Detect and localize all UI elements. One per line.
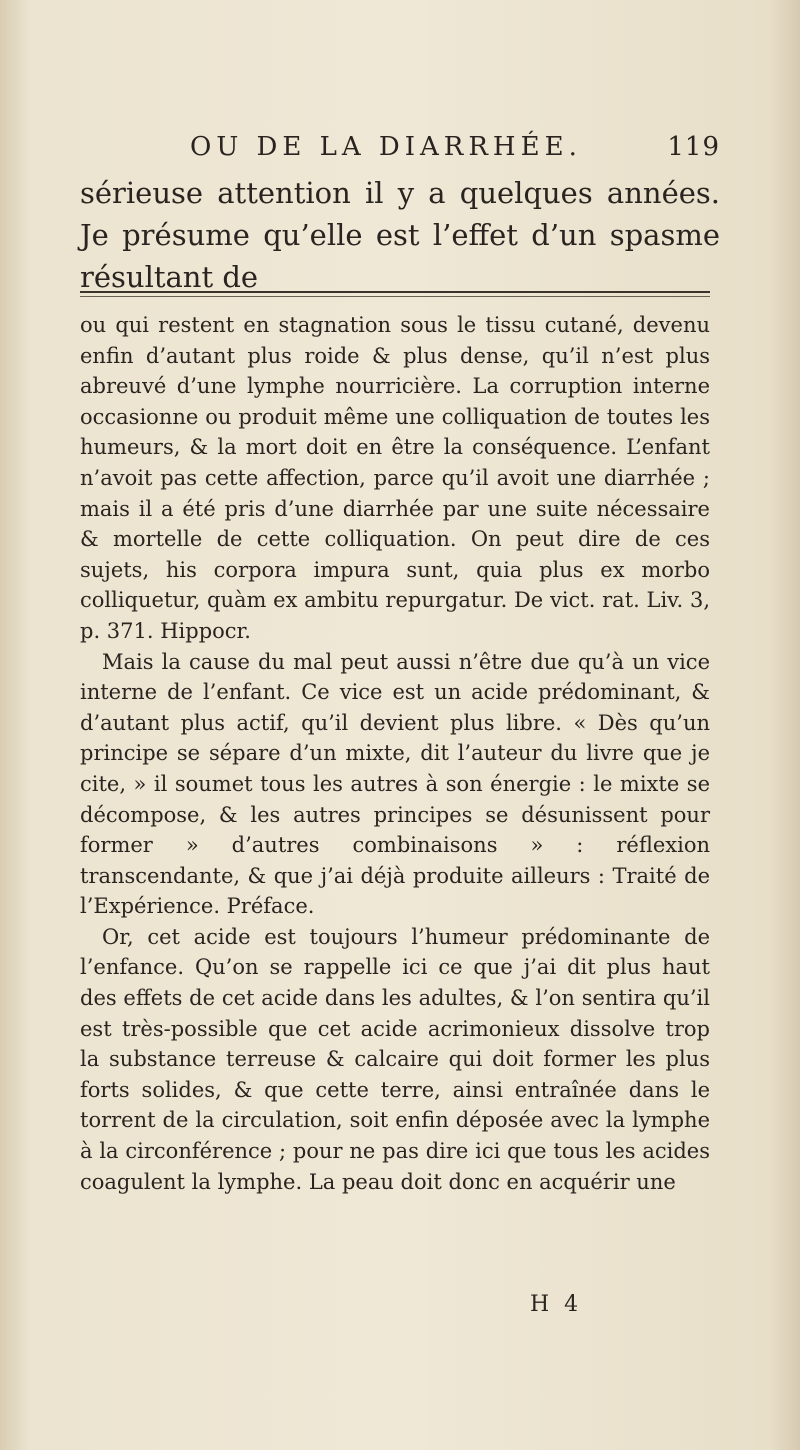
running-header: [190, 128, 720, 172]
section-divider: [80, 291, 710, 293]
signature-mark: H 4: [530, 1292, 583, 1317]
body-text: [80, 310, 710, 1197]
page-number: 119: [667, 132, 720, 162]
paragraph-1: ou qui restent en stagnation sous le tissu cutané, devenu enfin d’autant plus roide & plus dense, qu’il n’est plus abreuvé d’une lymphe nourricière. La corruption interne occasionne ou produit même une colliquation de toutes les humeurs, & la mort doit en être la conséquence. L’enfant n’avoit pas cette affection, parce qu’il avoit une diarrhée ; mais il a été pris d’une diarrhée par une suite nécessaire & mortelle de cette colliquation. On peut dire de ces sujets, his corpora impura sunt, quia plus ex morbo colliquetur, quàm ex ambitu repurgatur. De vict. rat. Liv. 3, p. 371. Hippocr.: [80, 313, 710, 643]
running-title: OU DE LA DIARRHÉE.: [190, 132, 582, 162]
lead-text-block: [80, 172, 720, 298]
paragraph-2: Mais la cause du mal peut aussi n’être due qu’à un vice interne de l’enfant. Ce vice est un acide prédominant, & d’autant plus actif, qu’il devient plus libre. « Dès qu’un principe se sépare d’un mixte, dit l’auteur du livre que je cite, » il soumet tous les autres à son énergie : le mixte se décompose, & les autres principes se désunissent pour former » d’autres combinaisons » : réflexion transcendante, & que j’ai déjà produite ailleurs : Traité de l’Expérience. Préface.: [80, 649, 710, 919]
lead-paragraph: sérieuse attention il y a quelques années. Je présume qu’elle est l’effet d’un spasme résultant de: [80, 176, 720, 294]
paragraph-3: Or, cet acide est toujours l’humeur prédominante de l’enfance. Qu’on se rappelle ici ce que j’ai dit plus haut des effets de cet acide dans les adultes, & l’on sentira qu’il est très-possible que cet acide acrimonieux dissolve trop la substance terreuse & calcaire qui doit former les plus forts solides, & que cette terre, ainsi entraînée dans le torrent de la circulation, soit enfin déposée avec la lymphe à la circonférence ; pour ne pas dire ici que tous les acides coagulent la lymphe. La peau doit donc en acquérir une: [80, 924, 710, 1194]
